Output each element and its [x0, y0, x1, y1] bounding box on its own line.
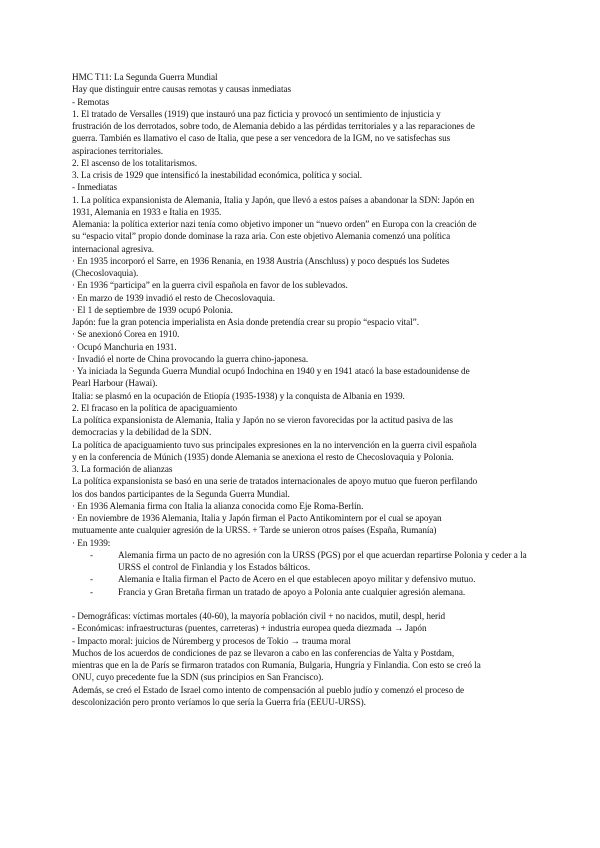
list-item-text: Alemania e Italia firman el Pacto de Acero en el que establecen apoyo militar y defensivo mutuo.	[118, 574, 476, 585]
list-item	[72, 586, 528, 598]
text-line: · Ya iniciada la Segunda Guerra Mundial ocupó Indochina en 1940 y en 1941 atacó la base estadounidense de	[72, 366, 470, 376]
text-line: 1. El tratado de Versalles (1919) que instauró una paz ficticia y provocó un sentimiento de injusticia y	[72, 108, 441, 119]
text-line: · Ocupó Manchuria en 1931.	[72, 341, 177, 352]
inmediatas-heading: - Inmediatas	[72, 182, 118, 193]
text-line: La política expansionista de Alemania, Italia y Japón no se vieron favorecidas por la actitud pasiva de las	[72, 415, 453, 425]
text-line: - Impacto moral: juicios de Núremberg y procesos de Tokio → trauma moral	[72, 635, 351, 646]
text-line: 2. El fracaso en la política de apaciguamiento	[72, 402, 238, 413]
spacer	[72, 598, 528, 610]
list-item	[72, 549, 528, 574]
text-line: - Económicas: infraestructuras (puentes, carreteras) + industria europea queda diezmada → Japón	[72, 623, 427, 634]
text-line: 3. La crisis de 1929 que intensificó la inestabilidad económica, política y social.	[72, 170, 363, 180]
list-bullet: -	[90, 549, 94, 560]
text-line: Además, se creó el Estado de Israel como intento de compensación al pueblo judío y comenzó el proceso de	[72, 684, 465, 695]
text-line: 1. La política expansionista de Alemania, Italia y Japón, que llevó a estos países a abandonar la SDN: Japón en	[72, 194, 475, 205]
list-item-text: Francia y Gran Bretaña firman un tratado de apoyo a Polonia ante cualquier agresión alemana.	[118, 586, 466, 597]
text-line: · En noviembre de 1936 Alemania, Italia y Japón firman el Pacto Antikomintern por el cual se apoyan	[72, 513, 442, 523]
text-line: los dos bandos participantes de la Segunda Guerra Mundial.	[72, 488, 290, 499]
text-line: · Se anexionó Corea en 1910.	[72, 329, 180, 340]
text-line: · En 1936 “participa” en la guerra civil española en favor de los sublevados.	[72, 280, 348, 291]
text-line: frustración de los derrotados, sobre todo, de Alemania debido a las pérdidas territoriales y a las reparaciones de	[72, 121, 475, 131]
consecuencias-section	[72, 610, 528, 708]
text-line: · En marzo de 1939 invadió el resto de Checoslovaquia.	[72, 292, 275, 303]
text-line: Alemania: la política exterior nazi tenía como objetivo imponer un “nuevo orden” en Europa con la creación de	[72, 219, 477, 229]
intro-line: Hay que distinguir entre causas remotas y causas inmediatas	[72, 84, 292, 95]
text-line: descolonización pero pronto veríamos lo que sería la Guerra fría (EEUU-URSS).	[72, 696, 366, 707]
list-item-text: Alemania firma un pacto de no agresión con la URSS (PGS) por el que acuerdan repartirse Polonia y ceder a la URSS el control de Finlandia y los Estados bálticos.	[118, 549, 527, 572]
inmediatas-section	[72, 194, 528, 549]
text-line: su “espacio vital” propio donde dominase la raza aria. Con este objetivo Alemania comenzó una política	[72, 231, 451, 242]
text-line: Muchos de los acuerdos de condiciones de paz se llevaron a cabo en las conferencias de Yalta y Postdam,	[72, 647, 455, 658]
text-line: Pearl Harbour (Hawai).	[72, 378, 158, 389]
text-line: Italia: se plasmó en la ocupación de Etiopía (1935-1938) y la conquista de Albania en 1939.	[72, 390, 405, 401]
text-line: internacional agresiva.	[72, 243, 155, 254]
text-line: La política de apaciguamiento tuvo sus principales expresiones en la no intervención en la guerra civil española	[72, 439, 477, 450]
document-title: HMC T11: La Segunda Guerra Mundial	[72, 72, 218, 82]
text-line: 1931, Alemania en 1933 e Italia en 1935.	[72, 206, 222, 217]
text-line: mientras que en la de París se firmaron tratados con Rumanía, Bulgaria, Hungría y Finlandia. Con esto se creó la	[72, 660, 481, 670]
text-line: La política expansionista se basó en una serie de tratados internacionales de apoyo mutuo que fueron perfilando	[72, 476, 478, 487]
text-line: y en la conferencia de Múnich (1935) donde Alemania se anexiona el resto de Checoslovaquia y Polonia.	[72, 451, 454, 462]
remotas-section	[72, 108, 528, 182]
text-line: - Demográficas: víctimas mortales (40-60), la mayoría población civil + no nacidos, mutil, despl, herid	[72, 611, 446, 621]
text-line: · En 1939:	[72, 537, 111, 548]
pactos-1939-list	[72, 549, 528, 598]
text-line: · En 1935 incorporó el Sarre, en 1936 Renania, en 1938 Austria (Anschluss) y poco después los Sudetes	[72, 255, 450, 266]
text-line: · En 1936 Alemania firma con Italia la alianza conocida como Eje Roma-Berlín.	[72, 500, 364, 511]
text-line: 3. La formación de alianzas	[72, 464, 173, 474]
text-line: mutuamente ante cualquier agresión de la URSS. + Tarde se unieron otros países (España, Rumanía)	[72, 525, 437, 536]
remotas-heading: - Remotas	[72, 96, 110, 107]
list-item	[72, 573, 528, 585]
document-page	[72, 71, 528, 708]
text-line: guerra. También es llamativo el caso de Italia, que pese a ser vencedora de la IGM, no ve satisfechas sus	[72, 133, 451, 144]
list-bullet: -	[90, 574, 94, 585]
text-line: · El 1 de septiembre de 1939 ocupó Polonia.	[72, 304, 233, 315]
text-line: Japón: fue la gran potencia imperialista en Asia donde pretendía crear su propio “espacio vital”.	[72, 317, 419, 327]
text-line: · Invadió el norte de China provocando la guerra chino-japonesa.	[72, 353, 309, 364]
text-line: 2. El ascenso de los totalitarismos.	[72, 157, 198, 168]
text-line: democracias y la debilidad de la SDN.	[72, 427, 212, 438]
text-line: (Checoslovaquia).	[72, 268, 139, 278]
text-line: ONU, cuyo precedente fue la SDN (sus principios en San Francisco).	[72, 672, 324, 683]
text-line: aspiraciones territoriales.	[72, 145, 163, 156]
list-bullet: -	[90, 586, 94, 597]
